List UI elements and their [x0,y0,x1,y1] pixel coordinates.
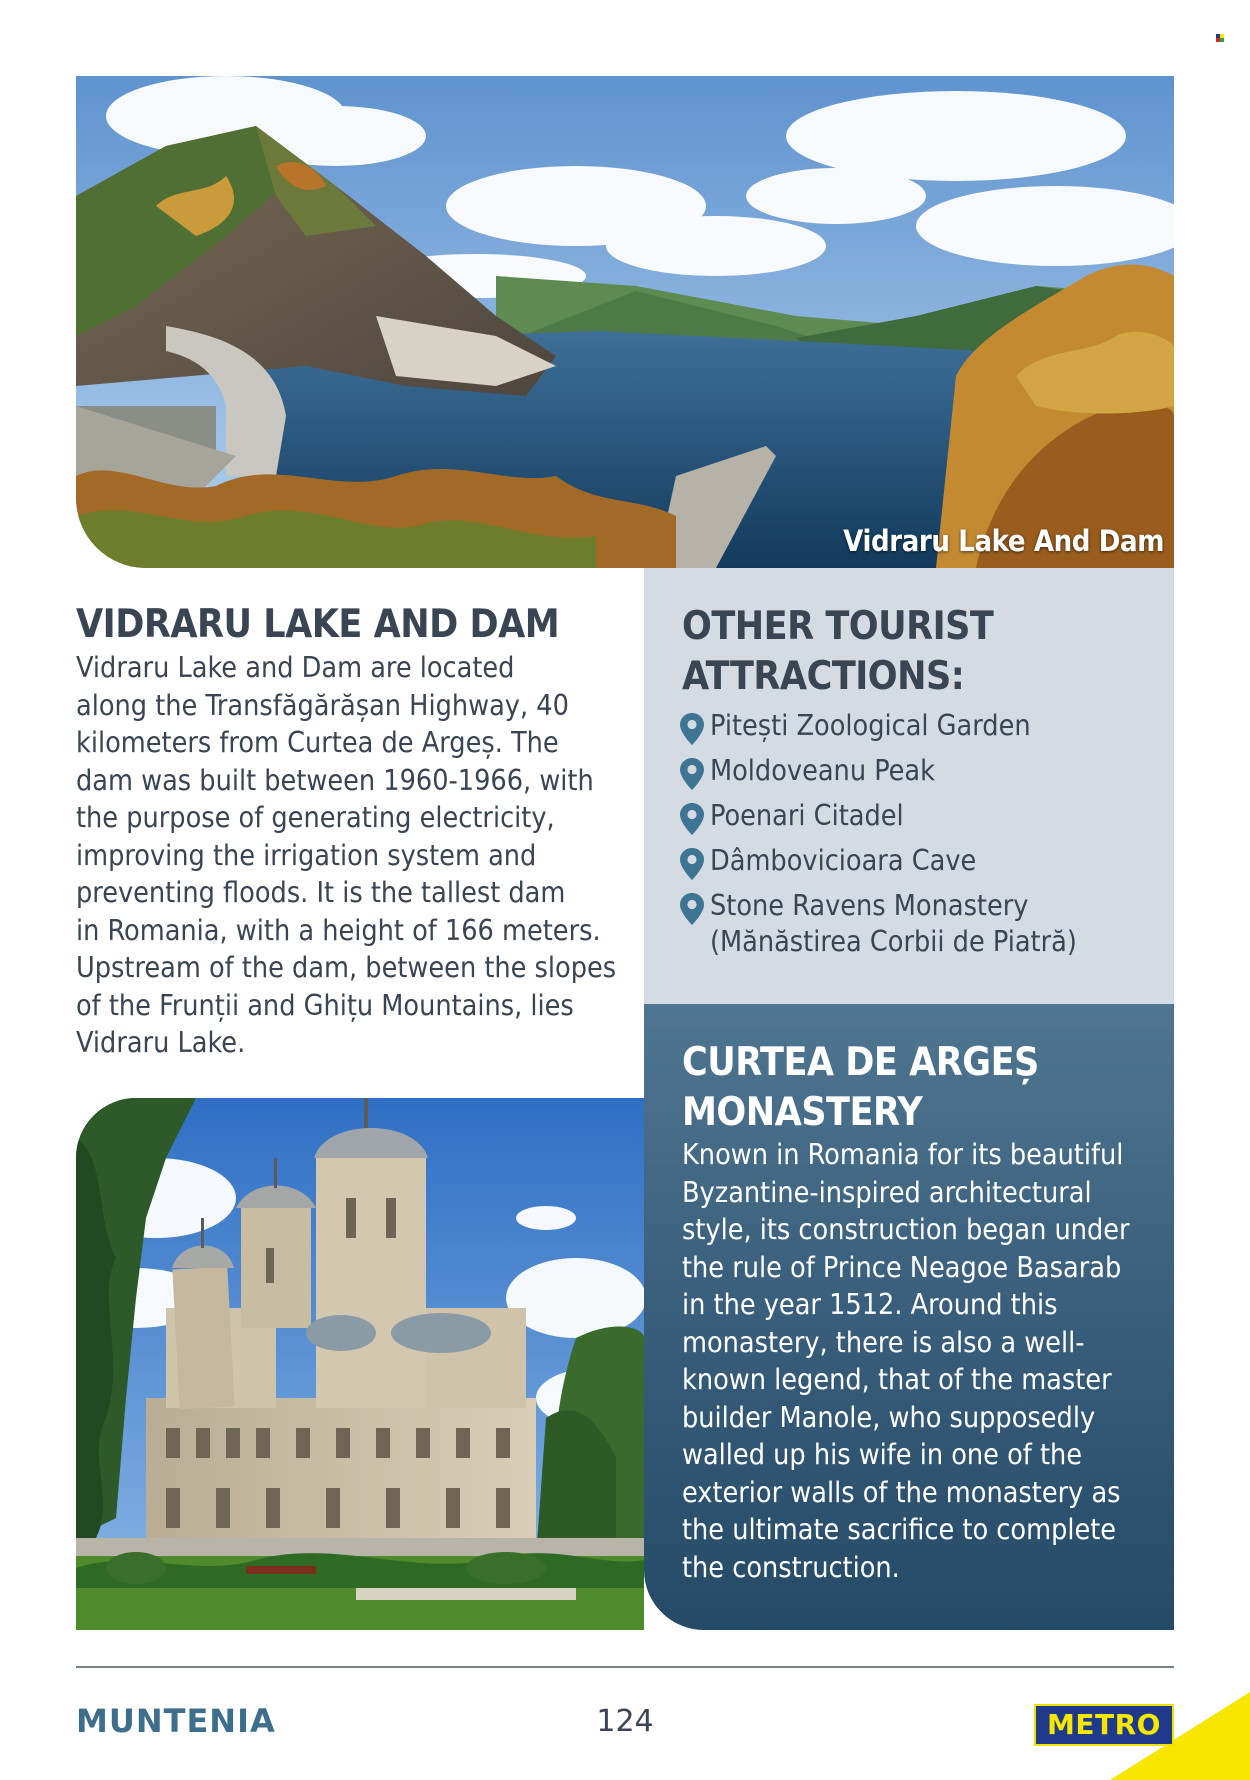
attraction-subname: (Mănăstirea Corbii de Piatră) [710,925,1077,958]
metro-logo: METRO [1034,1704,1174,1746]
attraction-item [680,843,1077,879]
vidraru-line: Vidraru Lake. [76,1026,246,1059]
corner-color-mark [1216,34,1224,42]
attraction-name: Dâmbovicioara Cave [710,844,977,877]
vidraru-line: Vidraru Lake and Dam are located [76,651,515,684]
other-attractions-panel [644,568,1174,1004]
attraction-item [680,798,1077,834]
location-pin-icon [680,758,704,790]
curtea-line: the construction. [682,1550,900,1584]
attraction-item [680,888,1077,960]
attraction-item [680,753,1077,789]
attractions-title-line: OTHER TOURIST [682,604,994,649]
vidraru-body [76,649,646,1062]
curtea-arges-monastery-photo [76,1098,644,1630]
curtea-line: style, its construction began under [682,1213,1130,1246]
attractions-title [682,602,1162,702]
vidraru-line: Upstream of the dam, between the slopes [76,951,617,984]
monastery-image [76,1098,644,1630]
vidraru-line: of the Frunții and Ghițu Mountains, lies [76,988,574,1022]
location-pin-icon [680,893,704,925]
curtea-line: Byzantine-inspired architectural [682,1175,1092,1209]
location-pin-icon [680,848,704,880]
vidraru-line: the purpose of generating electricity, [76,801,555,834]
attraction-name: Moldoveanu Peak [710,754,935,787]
curtea-line: in the year 1512. Around this [682,1288,1058,1321]
curtea-arges-panel [644,1004,1174,1630]
footer-region-label: MUNTENIA [76,1702,276,1740]
attractions-title-line: ATTRACTIONS: [682,654,965,699]
curtea-line: builder Manole, who supposedly [682,1400,1096,1434]
attraction-name: Stone Ravens Monastery [710,889,1029,922]
location-pin-icon [680,803,704,835]
curtea-title-line: MONASTERY [682,1090,923,1135]
attraction-name: Pitești Zoological Garden [710,709,1031,742]
attraction-name: Poenari Citadel [710,799,904,832]
curtea-line: known legend, that of the master [682,1363,1112,1396]
vidraru-line: dam was built between 1960-1966, with [76,763,594,797]
location-pin-icon [680,713,704,745]
attraction-item [680,708,1077,744]
hero-caption: Vidraru Lake And Dam [843,524,1164,558]
curtea-line: walled up his wife in one of the [682,1438,1083,1471]
vidraru-line: preventing floods. It is the tallest dam [76,876,566,909]
curtea-line: Known in Romania for its beautiful [682,1138,1124,1171]
vidraru-line: along the Transfăgărășan Highway, 40 [76,688,569,722]
vidraru-line: kilometers from Curtea de Argeș. The [76,726,559,759]
curtea-body [682,1136,1162,1586]
vidraru-line: in Romania, with a height of 166 meters. [76,913,601,947]
curtea-line: the rule of Prince Neagoe Basarab [682,1250,1122,1284]
curtea-line: monastery, there is also a well- [682,1325,1085,1359]
vidraru-lake-photo [76,76,1174,568]
curtea-line: the ultimate sacrifice to complete [682,1513,1117,1546]
page-number: 124 [596,1704,654,1739]
curtea-title-line: CURTEA DE ARGEȘ [682,1040,1039,1085]
hero-image-vidraru [76,76,1174,568]
vidraru-line: improving the irrigation system and [76,838,537,872]
attractions-list [680,708,1077,969]
vidraru-article [76,600,646,1062]
vidraru-title: VIDRARU LAKE AND DAM [76,602,560,647]
curtea-title [682,1038,1162,1138]
curtea-line: exterior walls of the monastery as [682,1475,1121,1509]
footer-divider [76,1666,1174,1668]
